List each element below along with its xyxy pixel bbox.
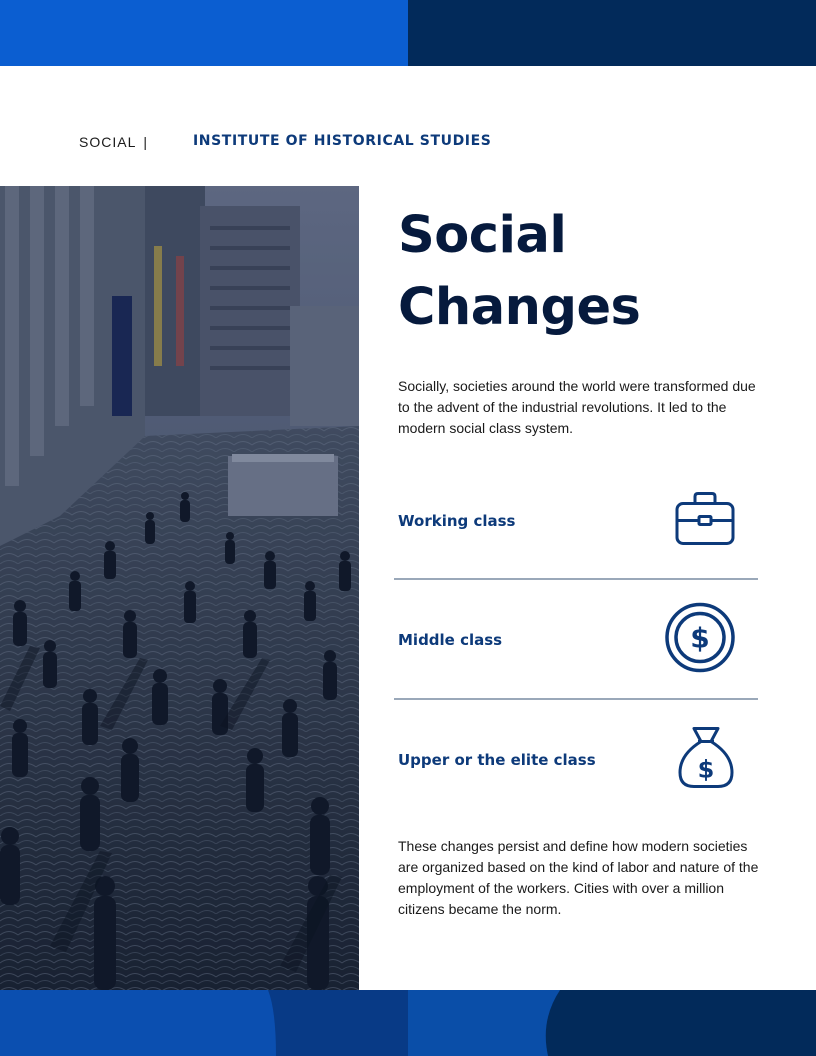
top-band-blue — [0, 0, 408, 66]
class-label-working: Working class — [398, 512, 516, 530]
title-line-2: Changes — [398, 278, 641, 337]
intro-paragraph: Socially, societies around the world were transformed due to the advent of the industrial revolutions. It led to the modern social class system. — [398, 378, 756, 436]
class-row-middle — [398, 610, 758, 670]
class-label-upper: Upper or the elite class — [398, 751, 596, 769]
money-bag-icon — [676, 725, 736, 796]
organization-name: INSTITUTE OF HISTORICAL STUDIES — [193, 133, 492, 149]
svg-text:$: $ — [690, 621, 710, 655]
briefcase-icon — [674, 490, 736, 553]
header-separator: | — [143, 134, 147, 150]
crowd-street-photo — [0, 186, 359, 990]
top-band-navy — [408, 0, 816, 66]
class-row-working — [398, 491, 758, 551]
section-label: SOCIAL — [79, 134, 137, 150]
class-label-middle: Middle class — [398, 631, 503, 649]
svg-text:$: $ — [697, 755, 715, 784]
dollar-coin-icon — [664, 602, 736, 679]
page-title — [398, 200, 640, 344]
top-color-band — [0, 0, 816, 66]
title-line-1: Social — [398, 206, 567, 265]
outro-paragraph: These changes persist and define how modern societies are organized based on the kind of labor and nature of the employment of the workers. Cities with over a million citizens became the norm. — [398, 838, 759, 917]
divider-1 — [394, 578, 758, 580]
divider-2 — [394, 698, 758, 700]
page-header — [79, 132, 492, 152]
bottom-band-shapes — [0, 990, 816, 1056]
crowd-photo-illustration — [0, 186, 359, 990]
bottom-color-band — [0, 990, 816, 1056]
class-row-upper — [398, 730, 758, 790]
